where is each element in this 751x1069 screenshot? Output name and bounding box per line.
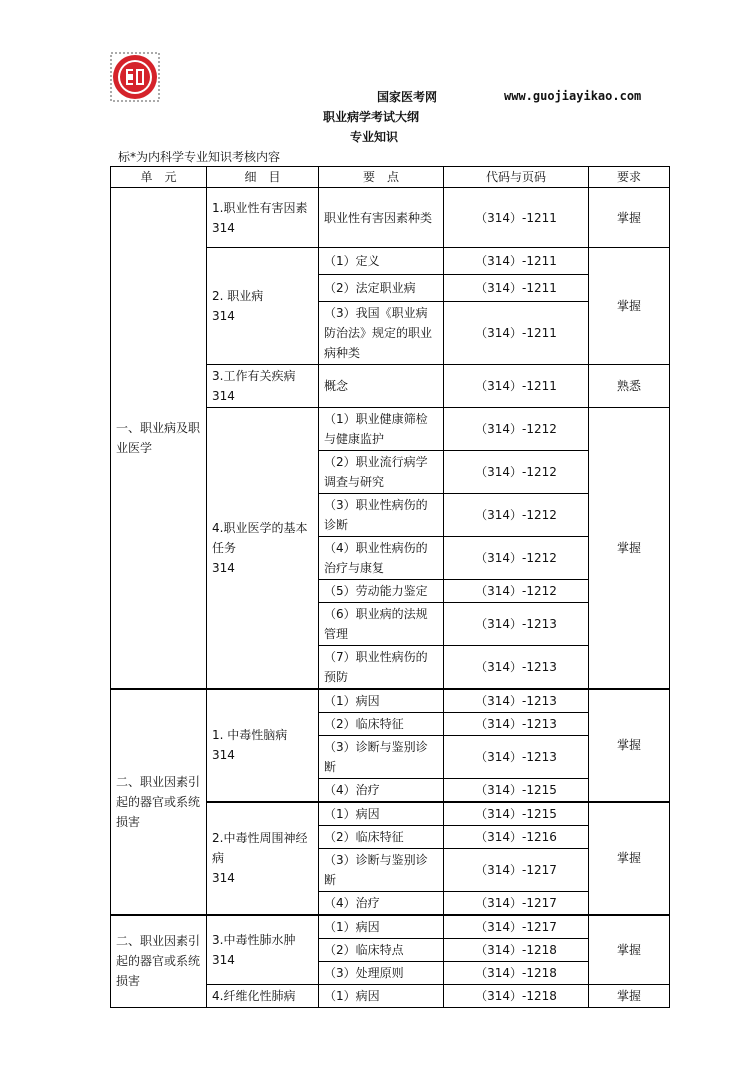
point-cell: （4）治疗 <box>319 778 444 802</box>
site-url: www.guojiayikao.com <box>504 89 642 103</box>
point-cell: （4）治疗 <box>319 891 444 915</box>
requirement-cell: 掌握 <box>589 984 670 1007</box>
point-cell: （3）职业性病伤的诊断 <box>319 494 444 537</box>
code-cell: （314）-1211 <box>444 188 589 248</box>
point-cell: （3）我国《职业病防治法》规定的职业病种类 <box>319 302 444 365</box>
code-cell: （314）-1211 <box>444 248 589 275</box>
point-cell: （3）诊断与鉴别诊断 <box>319 848 444 891</box>
table-row <box>111 689 670 713</box>
code-cell: （314）-1213 <box>444 689 589 713</box>
item-cell: 3.工作有关疾病 314 <box>207 365 319 408</box>
code-cell: （314）-1211 <box>444 365 589 408</box>
site-name: 国家医考网 <box>377 90 438 104</box>
point-cell: （3）诊断与鉴别诊断 <box>319 735 444 778</box>
code-cell: （314）-1216 <box>444 825 589 848</box>
point-cell: （1）病因 <box>319 689 444 713</box>
point-cell: （5）劳动能力鉴定 <box>319 580 444 603</box>
point-cell: （1）职业健康筛检与健康监护 <box>319 408 444 451</box>
requirement-cell: 掌握 <box>589 689 670 802</box>
item-cell: 1. 中毒性脑病 314 <box>207 689 319 802</box>
column-header-unit: 单 元 <box>111 167 207 188</box>
syllabus-table <box>110 166 670 1008</box>
code-cell: （314）-1213 <box>444 603 589 646</box>
code-cell: （314）-1212 <box>444 580 589 603</box>
requirement-cell: 熟悉 <box>589 365 670 408</box>
table-row <box>111 188 670 248</box>
point-cell: （3）处理原则 <box>319 961 444 984</box>
table-header-row <box>111 167 670 188</box>
item-cell: 1.职业性有害因素 314 <box>207 188 319 248</box>
code-cell: （314）-1213 <box>444 646 589 689</box>
code-cell: （314）-1212 <box>444 408 589 451</box>
code-cell: （314）-1213 <box>444 735 589 778</box>
requirement-cell: 掌握 <box>589 408 670 689</box>
point-cell: 职业性有害因素种类 <box>319 188 444 248</box>
column-header-code: 代码与页码 <box>444 167 589 188</box>
code-cell: （314）-1218 <box>444 961 589 984</box>
item-cell: 3.中毒性肺水肿 314 <box>207 915 319 985</box>
code-cell: （314）-1215 <box>444 802 589 826</box>
table-note: 标*为内科学专业知识考核内容 <box>118 150 281 164</box>
code-cell: （314）-1213 <box>444 712 589 735</box>
requirement-cell: 掌握 <box>589 248 670 365</box>
code-cell: （314）-1215 <box>444 778 589 802</box>
code-cell: （314）-1217 <box>444 848 589 891</box>
page-title: 职业病学考试大纲 <box>323 110 420 124</box>
item-cell: 4.职业医学的基本任务 314 <box>207 408 319 689</box>
point-cell: （2）法定职业病 <box>319 275 444 302</box>
point-cell: 概念 <box>319 365 444 408</box>
code-cell: （314）-1211 <box>444 275 589 302</box>
column-header-requirement: 要求 <box>589 167 670 188</box>
unit-cell: 二、职业因素引起的器官或系统损害 <box>111 689 207 915</box>
code-cell: （314）-1218 <box>444 938 589 961</box>
site-logo <box>110 52 160 102</box>
code-cell: （314）-1212 <box>444 451 589 494</box>
unit-cell: 一、职业病及职业医学 <box>111 188 207 689</box>
table-row <box>111 915 670 939</box>
point-cell: （2）职业流行病学调查与研究 <box>319 451 444 494</box>
point-cell: （1）定义 <box>319 248 444 275</box>
point-cell: （4）职业性病伤的治疗与康复 <box>319 537 444 580</box>
code-cell: （314）-1212 <box>444 537 589 580</box>
page-subtitle: 专业知识 <box>350 130 399 144</box>
column-header-point: 要 点 <box>319 167 444 188</box>
point-cell: （1）病因 <box>319 984 444 1007</box>
item-cell: 4.纤维化性肺病 <box>207 984 319 1007</box>
item-cell: 2.中毒性周围神经病 314 <box>207 802 319 915</box>
code-cell: （314）-1212 <box>444 494 589 537</box>
point-cell: （1）病因 <box>319 915 444 939</box>
requirement-cell: 掌握 <box>589 915 670 985</box>
requirement-cell: 掌握 <box>589 802 670 915</box>
code-cell: （314）-1218 <box>444 984 589 1007</box>
code-cell: （314）-1217 <box>444 915 589 939</box>
item-cell: 2. 职业病 314 <box>207 248 319 365</box>
point-cell: （7）职业性病伤的预防 <box>319 646 444 689</box>
point-cell: （1）病因 <box>319 802 444 826</box>
point-cell: （2）临床特征 <box>319 825 444 848</box>
requirement-cell: 掌握 <box>589 188 670 248</box>
point-cell: （2）临床特征 <box>319 712 444 735</box>
point-cell: （6）职业病的法规管理 <box>319 603 444 646</box>
point-cell: （2）临床特点 <box>319 938 444 961</box>
code-cell: （314）-1217 <box>444 891 589 915</box>
code-cell: （314）-1211 <box>444 302 589 365</box>
unit-cell: 二、职业因素引起的器官或系统损害 <box>111 915 207 1008</box>
column-header-item: 细 目 <box>207 167 319 188</box>
